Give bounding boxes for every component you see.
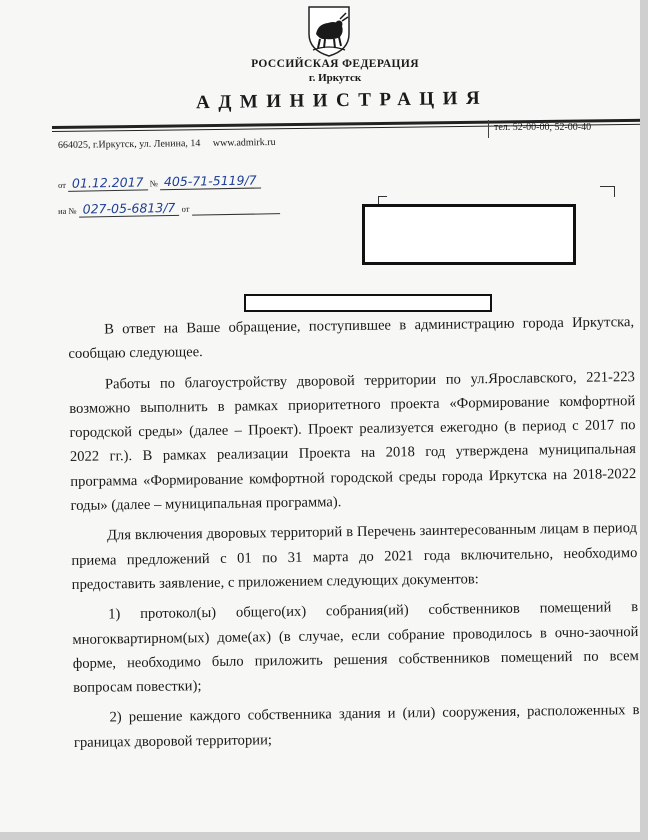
coat-of-arms-icon xyxy=(300,4,358,58)
paragraph: Для включения дворовых территорий в Перечень заинтересованным лицам в период приема предложений с 01 по 31 марта до 2021 года включительно, необходимо предоставить заявление, с приложением следующих документов: xyxy=(71,520,638,593)
address-line xyxy=(58,137,276,151)
outgoing-registration xyxy=(58,172,261,192)
from-label: от xyxy=(57,179,66,190)
reference-registration xyxy=(58,198,280,218)
paragraph: Работы по благоустройству дворовой территории по ул.Ярославского, 221-223 возможно выполнить в рамках приоритетного проекта «Формирование комфортной городской среды» (далее – Проект). Проект реализуется ежегодно (в период с 2017 по 2022 гг.). В рамках реализации Проекта на 2018 год утверждена муниципальная программа «Формирование комфортной городской среды города Иркутска на 2018-2022 годы» (далее – муниципальная программа). xyxy=(69,368,637,515)
country-name: РОССИЙСКАЯ ФЕДЕРАЦИЯ xyxy=(251,58,419,70)
reference-date-blank xyxy=(191,203,279,216)
phone-numbers: тел. 52-00-00, 52-00-40 xyxy=(494,122,592,133)
number-label: № xyxy=(149,178,158,189)
city-name: г. Иркутск xyxy=(308,72,362,84)
reference-number: 027-05-6813/7 xyxy=(79,200,180,218)
list-item: 2) решение каждого собственника здания и (или) сооружения, расположенных в границах дворовой территории; xyxy=(73,702,640,751)
ref-from-label: от xyxy=(181,203,190,214)
letter-body xyxy=(68,310,640,761)
paragraph: В ответ на Ваше обращение, поступившее в администрацию города Иркутска, сообщаю следующее. xyxy=(68,314,635,363)
redacted-salutation xyxy=(244,294,492,312)
on-number-label: на № xyxy=(57,205,77,216)
redacted-addressee xyxy=(362,204,576,265)
letter-date: 01.12.2017 xyxy=(68,174,148,191)
address-block-corner xyxy=(600,186,615,197)
postal-address: 664025, г.Иркутск, ул. Ленина, 14 xyxy=(57,138,201,151)
website-link[interactable]: www.admirk.ru xyxy=(212,136,276,149)
scan-edge xyxy=(640,0,648,840)
divider xyxy=(488,120,489,138)
organization-title: АДМИНИСТРАЦИЯ xyxy=(195,87,489,114)
list-item: 1) протокол(ы) общего(их) собрания(ий) собственников помещений в многоквартирном(ых) доме(ах) (в случае, если собрание проводилось в очно-заочной форме, необходимо было приложить решения собственников помещений по всем вопросам повестки); xyxy=(72,599,639,697)
scan-edge xyxy=(0,832,648,840)
letter-number: 405-71-5119/7 xyxy=(160,172,261,190)
